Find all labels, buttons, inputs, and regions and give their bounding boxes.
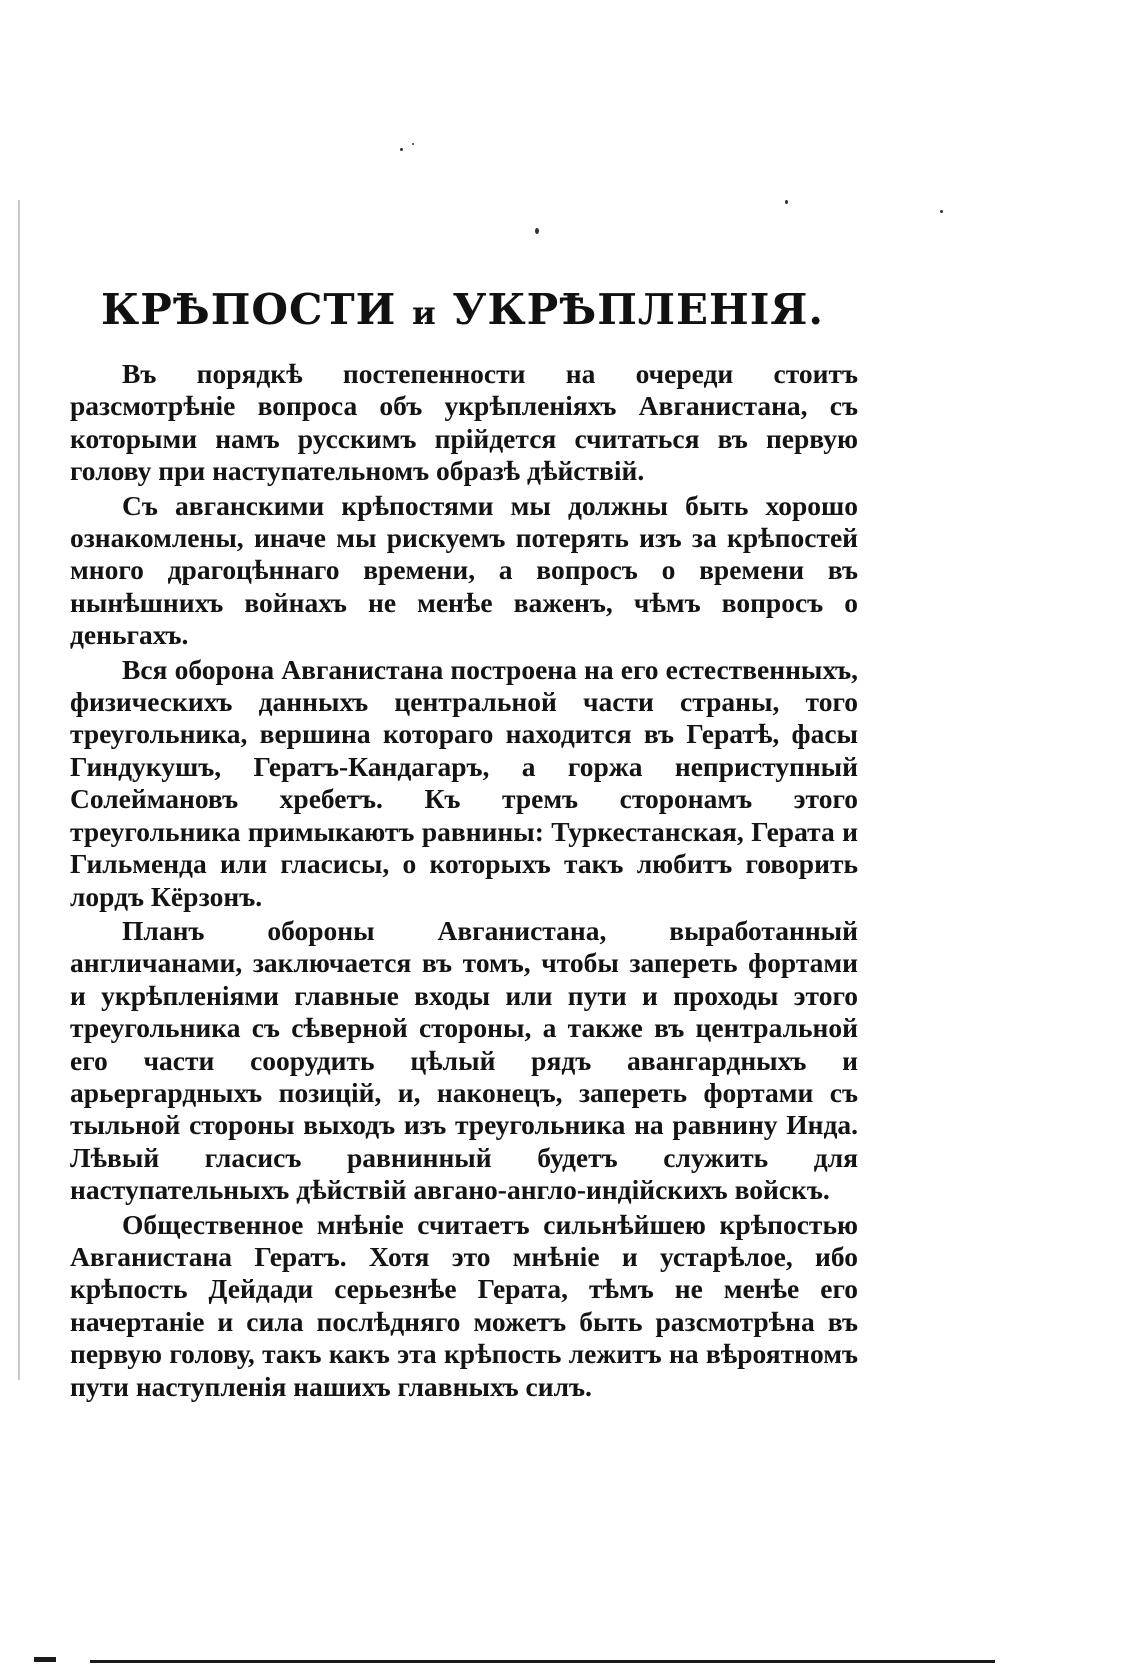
bottom-rule [90, 1660, 995, 1663]
scan-speck [940, 210, 943, 213]
title-part2: УКРѢПЛЕНІЯ. [452, 285, 825, 334]
paragraph: Съ авганскими крѣпостями мы должны быть хорошо ознакомлены, иначе мы рискуемъ потерять изъ за крѣпостей много драгоцѣннаго времени, а вопросъ о времени въ нынѣшнихъ войнахъ не менѣе важенъ, чѣмъ вопросъ о деньгахъ. [70, 489, 858, 651]
title-part1: КРѢПОСТИ [100, 285, 397, 334]
scan-speck [785, 200, 788, 204]
body-text [70, 358, 858, 1405]
paragraph: Планъ обороны Авганистана, выработанный англичанами, заключается въ томъ, чтобы запереть фортами и укрѣпленіями главные входы или пути и проходы этого треугольника съ сѣверной стороны, а также въ центральной его части соорудить цѣлый рядъ авангардныхъ и арьергардныхъ позицій, и, наконецъ, запереть фортами съ тыльной стороны выходъ изъ треугольника на равнину Инда. Лѣвый гласисъ равнинный будетъ служить для наступательныхъ дѣйствій авгано-англо-индійскихъ войскъ. [70, 914, 858, 1206]
scan-speck [535, 228, 539, 234]
paragraph: Въ порядкѣ постепенности на очереди стоитъ разсмотрѣніе вопроса объ укрѣпленіяхъ Авганистана, съ которыми намъ русскимъ прійдется считаться въ первую голову при наступательномъ образѣ дѣйствій. [70, 358, 858, 487]
scan-speck [400, 148, 403, 151]
paragraph: Вся оборона Авганистана построена на его естественныхъ, физическихъ данныхъ центральной части страны, того треугольника, вершина котораго находится въ Гератѣ, фасы Гиндукушъ, Гератъ-Кандагаръ, а горжа неприступный Солеймановъ хребетъ. Къ тремъ сторонамъ этого треугольника примыкаютъ равнины: Туркестанская, Герата и Гильменда или гласисы, о которыхъ такъ любитъ говорить лордъ Кёрзонъ. [70, 653, 858, 912]
paragraph: Общественное мнѣніе считаетъ сильнѣйшею крѣпостью Авганистана Гератъ. Хотя это мнѣніе и устарѣлое, ибо крѣпость Дейдади серьезнѣе Герата, тѣмъ не менѣе его начертаніе и сила послѣдняго можетъ быть разсмотрѣна въ первую голову, такъ какъ эта крѣпость лежитъ на вѣроятномъ пути наступленія нашихъ главныхъ силъ. [70, 1208, 858, 1402]
page-title [0, 285, 925, 334]
title-conjunction: и [412, 294, 437, 332]
bottom-mark [34, 1657, 56, 1662]
scan-speck [412, 143, 414, 145]
page-edge [18, 200, 20, 1380]
